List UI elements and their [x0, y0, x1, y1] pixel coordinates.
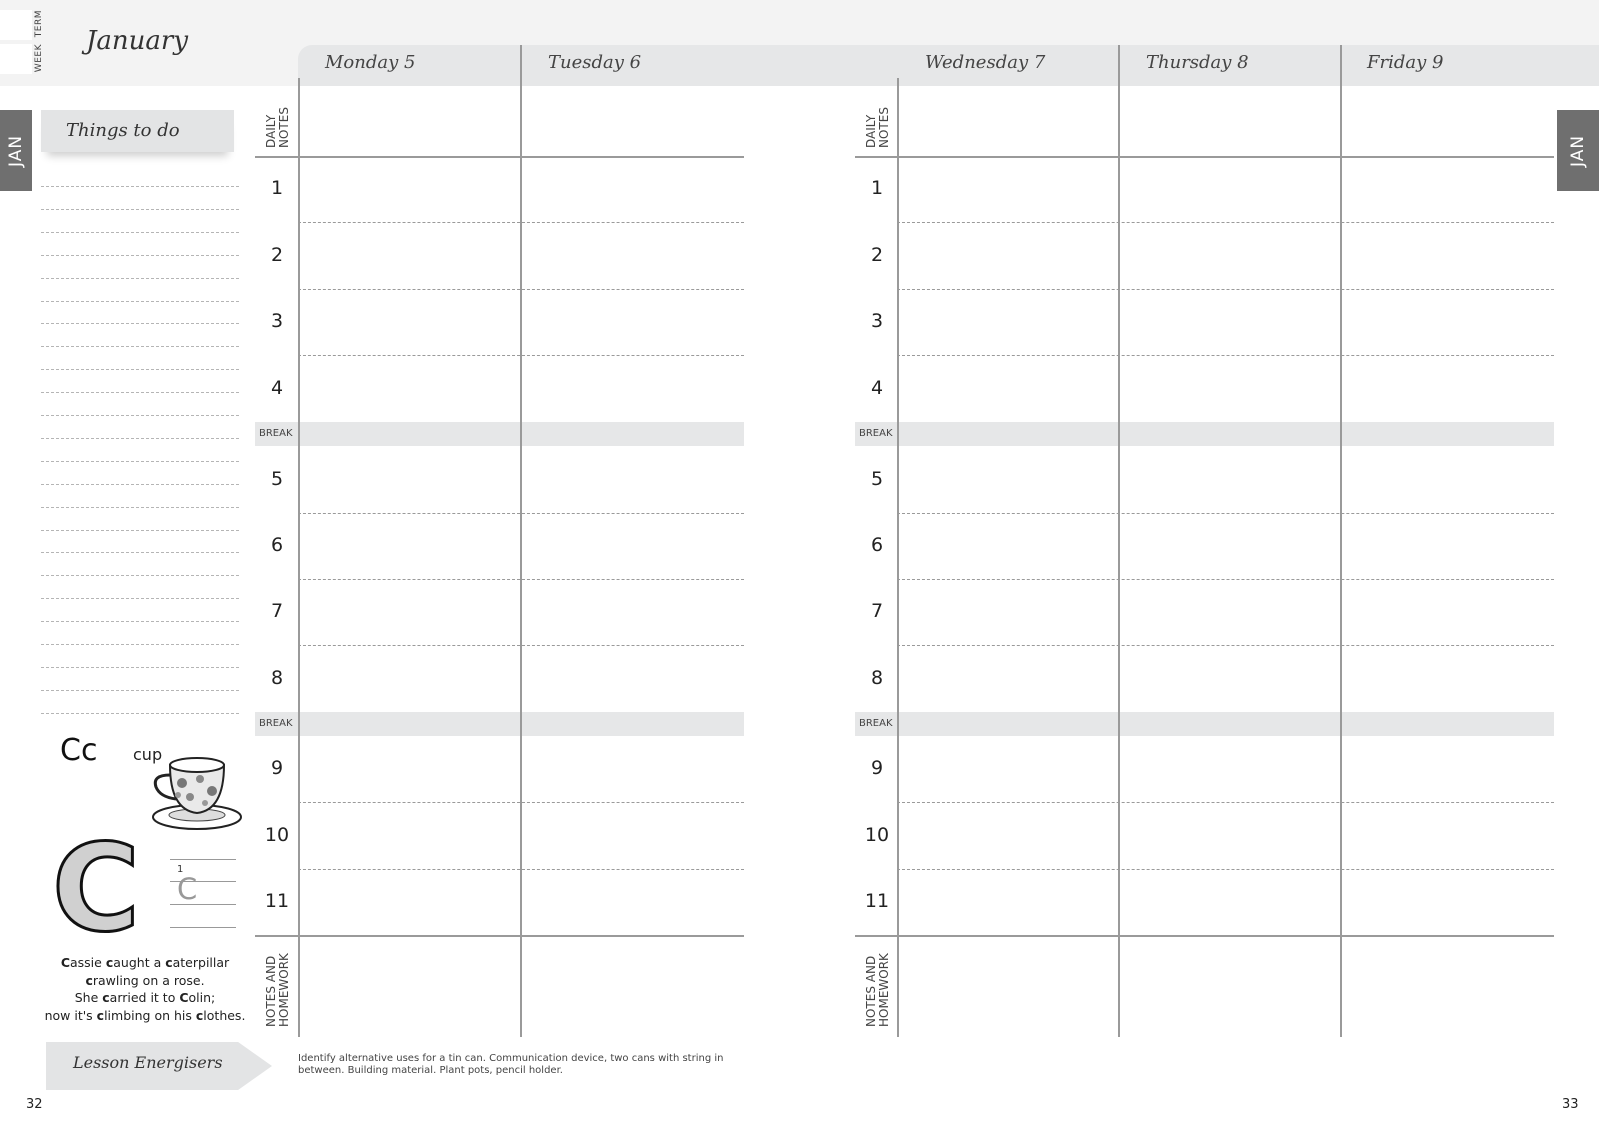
period-number: 8	[270, 666, 284, 689]
timetable-cell[interactable]	[899, 223, 1116, 288]
break-label: BREAK	[259, 428, 293, 439]
period-number: 5	[270, 467, 284, 490]
timetable-cell[interactable]	[899, 737, 1116, 801]
break-label: BREAK	[859, 718, 893, 729]
trace-line	[170, 927, 236, 928]
timetable-cell[interactable]	[1342, 157, 1552, 221]
period-number: 4	[270, 376, 284, 399]
notes-homework-label: NOTES AND HOMEWORK	[864, 953, 891, 1027]
timetable-cell[interactable]	[300, 803, 518, 868]
timetable-cell[interactable]	[522, 87, 742, 155]
timetable-cell[interactable]	[1342, 290, 1552, 354]
todo-line[interactable]	[41, 301, 239, 302]
timetable-cell[interactable]	[300, 936, 518, 1036]
timetable-cell[interactable]	[1342, 737, 1552, 801]
todo-line[interactable]	[41, 255, 239, 256]
period-number: 11	[864, 890, 890, 912]
todo-line[interactable]	[41, 690, 239, 691]
period-number: 1	[870, 177, 884, 199]
day-header-tuesday: Tuesday 6	[548, 52, 642, 73]
timetable-cell[interactable]	[899, 803, 1116, 868]
timetable-cell[interactable]	[1120, 447, 1338, 512]
lesson-energiser-text: Identify alternative uses for a tin can. Communication device, two cans with string in between. Building material. Plant pots, pencil holder.	[298, 1053, 724, 1076]
todo-line[interactable]	[41, 323, 239, 324]
todo-line[interactable]	[41, 530, 239, 531]
big-letter-c-graphic	[52, 838, 142, 938]
page-number-right: 33	[1562, 1097, 1579, 1112]
rhyme-line: She carried it to Colin;	[74, 990, 216, 1005]
timetable-cell[interactable]	[1342, 936, 1552, 1036]
period-number: 7	[870, 600, 884, 622]
todo-line[interactable]	[41, 552, 239, 553]
timetable-cell[interactable]	[300, 356, 518, 421]
timetable-cell[interactable]	[1342, 356, 1552, 421]
timetable-cell[interactable]	[1120, 290, 1338, 354]
timetable-cell[interactable]	[1120, 580, 1338, 644]
break-band	[855, 422, 1554, 446]
month-tab-left[interactable]: JAN	[0, 110, 32, 191]
timetable-cell[interactable]	[1342, 223, 1552, 288]
todo-line[interactable]	[41, 369, 239, 370]
todo-line[interactable]	[41, 438, 239, 439]
day-header-wednesday: Wednesday 7	[925, 52, 1046, 73]
timetable-cell[interactable]	[1120, 803, 1338, 868]
timetable-cell[interactable]	[1120, 646, 1338, 711]
break-band	[855, 712, 1554, 736]
timetable-cell[interactable]	[1342, 803, 1552, 868]
timetable-cell[interactable]	[899, 87, 1116, 155]
period-number: 4	[870, 376, 884, 399]
period-number: 1	[270, 177, 284, 199]
timetable-cell[interactable]	[899, 157, 1116, 221]
timetable-cell[interactable]	[300, 870, 518, 934]
timetable-cell[interactable]	[300, 737, 518, 801]
header-divider	[1118, 45, 1120, 86]
period-number: 2	[270, 243, 284, 266]
period-number: 6	[870, 534, 884, 556]
timetable-cell[interactable]	[899, 447, 1116, 512]
todo-line[interactable]	[41, 575, 239, 576]
timetable-cell[interactable]	[522, 580, 742, 644]
timetable-cell[interactable]	[1342, 514, 1552, 578]
letter-pair: Cc	[60, 733, 98, 768]
break-band	[255, 712, 744, 736]
term-box[interactable]	[0, 10, 32, 40]
timetable-cell[interactable]	[522, 157, 742, 221]
timetable-cell[interactable]	[899, 646, 1116, 711]
timetable-cell[interactable]	[1120, 514, 1338, 578]
period-number: 2	[870, 243, 884, 266]
timetable-cell[interactable]	[522, 803, 742, 868]
daily-notes-label: DAILY NOTES	[264, 107, 291, 148]
timetable-cell[interactable]	[899, 356, 1116, 421]
timetable-cell[interactable]	[522, 290, 742, 354]
timetable-cell[interactable]	[300, 447, 518, 512]
rhyme-line: crawling on a rose.	[85, 972, 205, 988]
todo-line[interactable]	[41, 186, 239, 187]
timetable-cell[interactable]	[1120, 870, 1338, 934]
break-label: BREAK	[259, 718, 293, 729]
todo-line[interactable]	[41, 278, 239, 279]
day-header-friday: Friday 9	[1367, 52, 1444, 73]
todo-line[interactable]	[41, 644, 239, 645]
timetable-cell[interactable]	[899, 580, 1116, 644]
period-number: 3	[870, 310, 884, 332]
timetable-cell[interactable]	[300, 157, 518, 221]
period-number: 3	[270, 310, 284, 332]
timetable-cell[interactable]	[1342, 87, 1552, 155]
todo-line[interactable]	[41, 232, 239, 233]
timetable-cell[interactable]	[522, 356, 742, 421]
timetable-cell[interactable]	[522, 870, 742, 934]
period-number: 6	[270, 534, 284, 556]
timetable-cell[interactable]	[1342, 447, 1552, 512]
timetable-cell[interactable]	[522, 223, 742, 288]
timetable-cell[interactable]	[300, 646, 518, 711]
month-tab-right[interactable]: JAN	[1557, 110, 1599, 191]
things-to-do-label: Things to do	[66, 120, 180, 141]
week-label: WEEK	[34, 44, 44, 73]
notes-homework-label: NOTES AND HOMEWORK	[264, 953, 291, 1027]
period-number: 11	[264, 890, 290, 912]
timetable-cell[interactable]	[300, 580, 518, 644]
picture-word: cup	[133, 745, 163, 764]
period-number: 9	[870, 757, 884, 779]
big-letter: C	[52, 838, 141, 938]
timetable-cell[interactable]	[522, 646, 742, 711]
timetable-cell[interactable]	[300, 223, 518, 288]
timetable-cell[interactable]	[1342, 870, 1552, 934]
period-number: 10	[864, 823, 890, 846]
period-number: 9	[270, 757, 284, 779]
todo-line[interactable]	[41, 621, 239, 622]
period-number: 5	[870, 467, 884, 490]
timetable-cell[interactable]	[522, 737, 742, 801]
timetable-cell[interactable]	[899, 514, 1116, 578]
trace-line	[170, 859, 236, 860]
period-number: 10	[264, 823, 290, 846]
timetable-cell[interactable]	[1120, 157, 1338, 221]
day-header-monday: Monday 5	[325, 52, 416, 73]
lesson-energisers-label: Lesson Energisers	[73, 1053, 223, 1072]
teacup-icon	[150, 755, 245, 835]
header-divider	[1340, 45, 1342, 86]
todo-line[interactable]	[41, 392, 239, 393]
stroke-number: 1	[177, 864, 184, 875]
rhyme-line: now it's climbing on his clothes.	[44, 1007, 246, 1023]
term-label: TERM	[34, 10, 44, 38]
timetable-cell[interactable]	[1120, 356, 1338, 421]
timetable-cell[interactable]	[1120, 936, 1338, 1036]
timetable-cell[interactable]	[1120, 223, 1338, 288]
timetable-cell[interactable]	[1342, 580, 1552, 644]
todo-line[interactable]	[41, 415, 239, 416]
period-number: 7	[270, 600, 284, 622]
timetable-cell[interactable]	[1342, 646, 1552, 711]
todo-line[interactable]	[41, 667, 239, 668]
month-title: January	[86, 26, 189, 56]
timetable-cell[interactable]	[300, 514, 518, 578]
timetable-cell[interactable]	[522, 936, 742, 1036]
week-box[interactable]	[0, 44, 32, 74]
header-divider	[520, 45, 522, 86]
todo-line[interactable]	[41, 461, 239, 462]
todo-line[interactable]	[41, 346, 239, 347]
todo-line[interactable]	[41, 598, 239, 599]
timetable-cell[interactable]	[899, 290, 1116, 354]
daily-notes-label: DAILY NOTES	[864, 107, 891, 148]
timetable-cell[interactable]	[300, 290, 518, 354]
page-number-left: 32	[26, 1097, 43, 1112]
day-header-thursday: Thursday 8	[1146, 52, 1249, 73]
todo-line[interactable]	[41, 507, 239, 508]
timetable-cell[interactable]	[1120, 87, 1338, 155]
todo-line[interactable]	[41, 713, 239, 714]
alliteration-rhyme	[41, 954, 249, 1024]
break-band	[255, 422, 744, 446]
trace-letter: C	[177, 872, 198, 906]
todo-line[interactable]	[41, 209, 239, 210]
period-number: 8	[870, 666, 884, 689]
timetable-cell[interactable]	[1120, 737, 1338, 801]
rhyme-line: Cassie caught a caterpillar	[60, 955, 230, 970]
timetable-cell[interactable]	[522, 447, 742, 512]
break-label: BREAK	[859, 428, 893, 439]
timetable-cell[interactable]	[899, 936, 1116, 1036]
timetable-cell[interactable]	[300, 87, 518, 155]
timetable-cell[interactable]	[899, 870, 1116, 934]
todo-line[interactable]	[41, 484, 239, 485]
timetable-cell[interactable]	[522, 514, 742, 578]
